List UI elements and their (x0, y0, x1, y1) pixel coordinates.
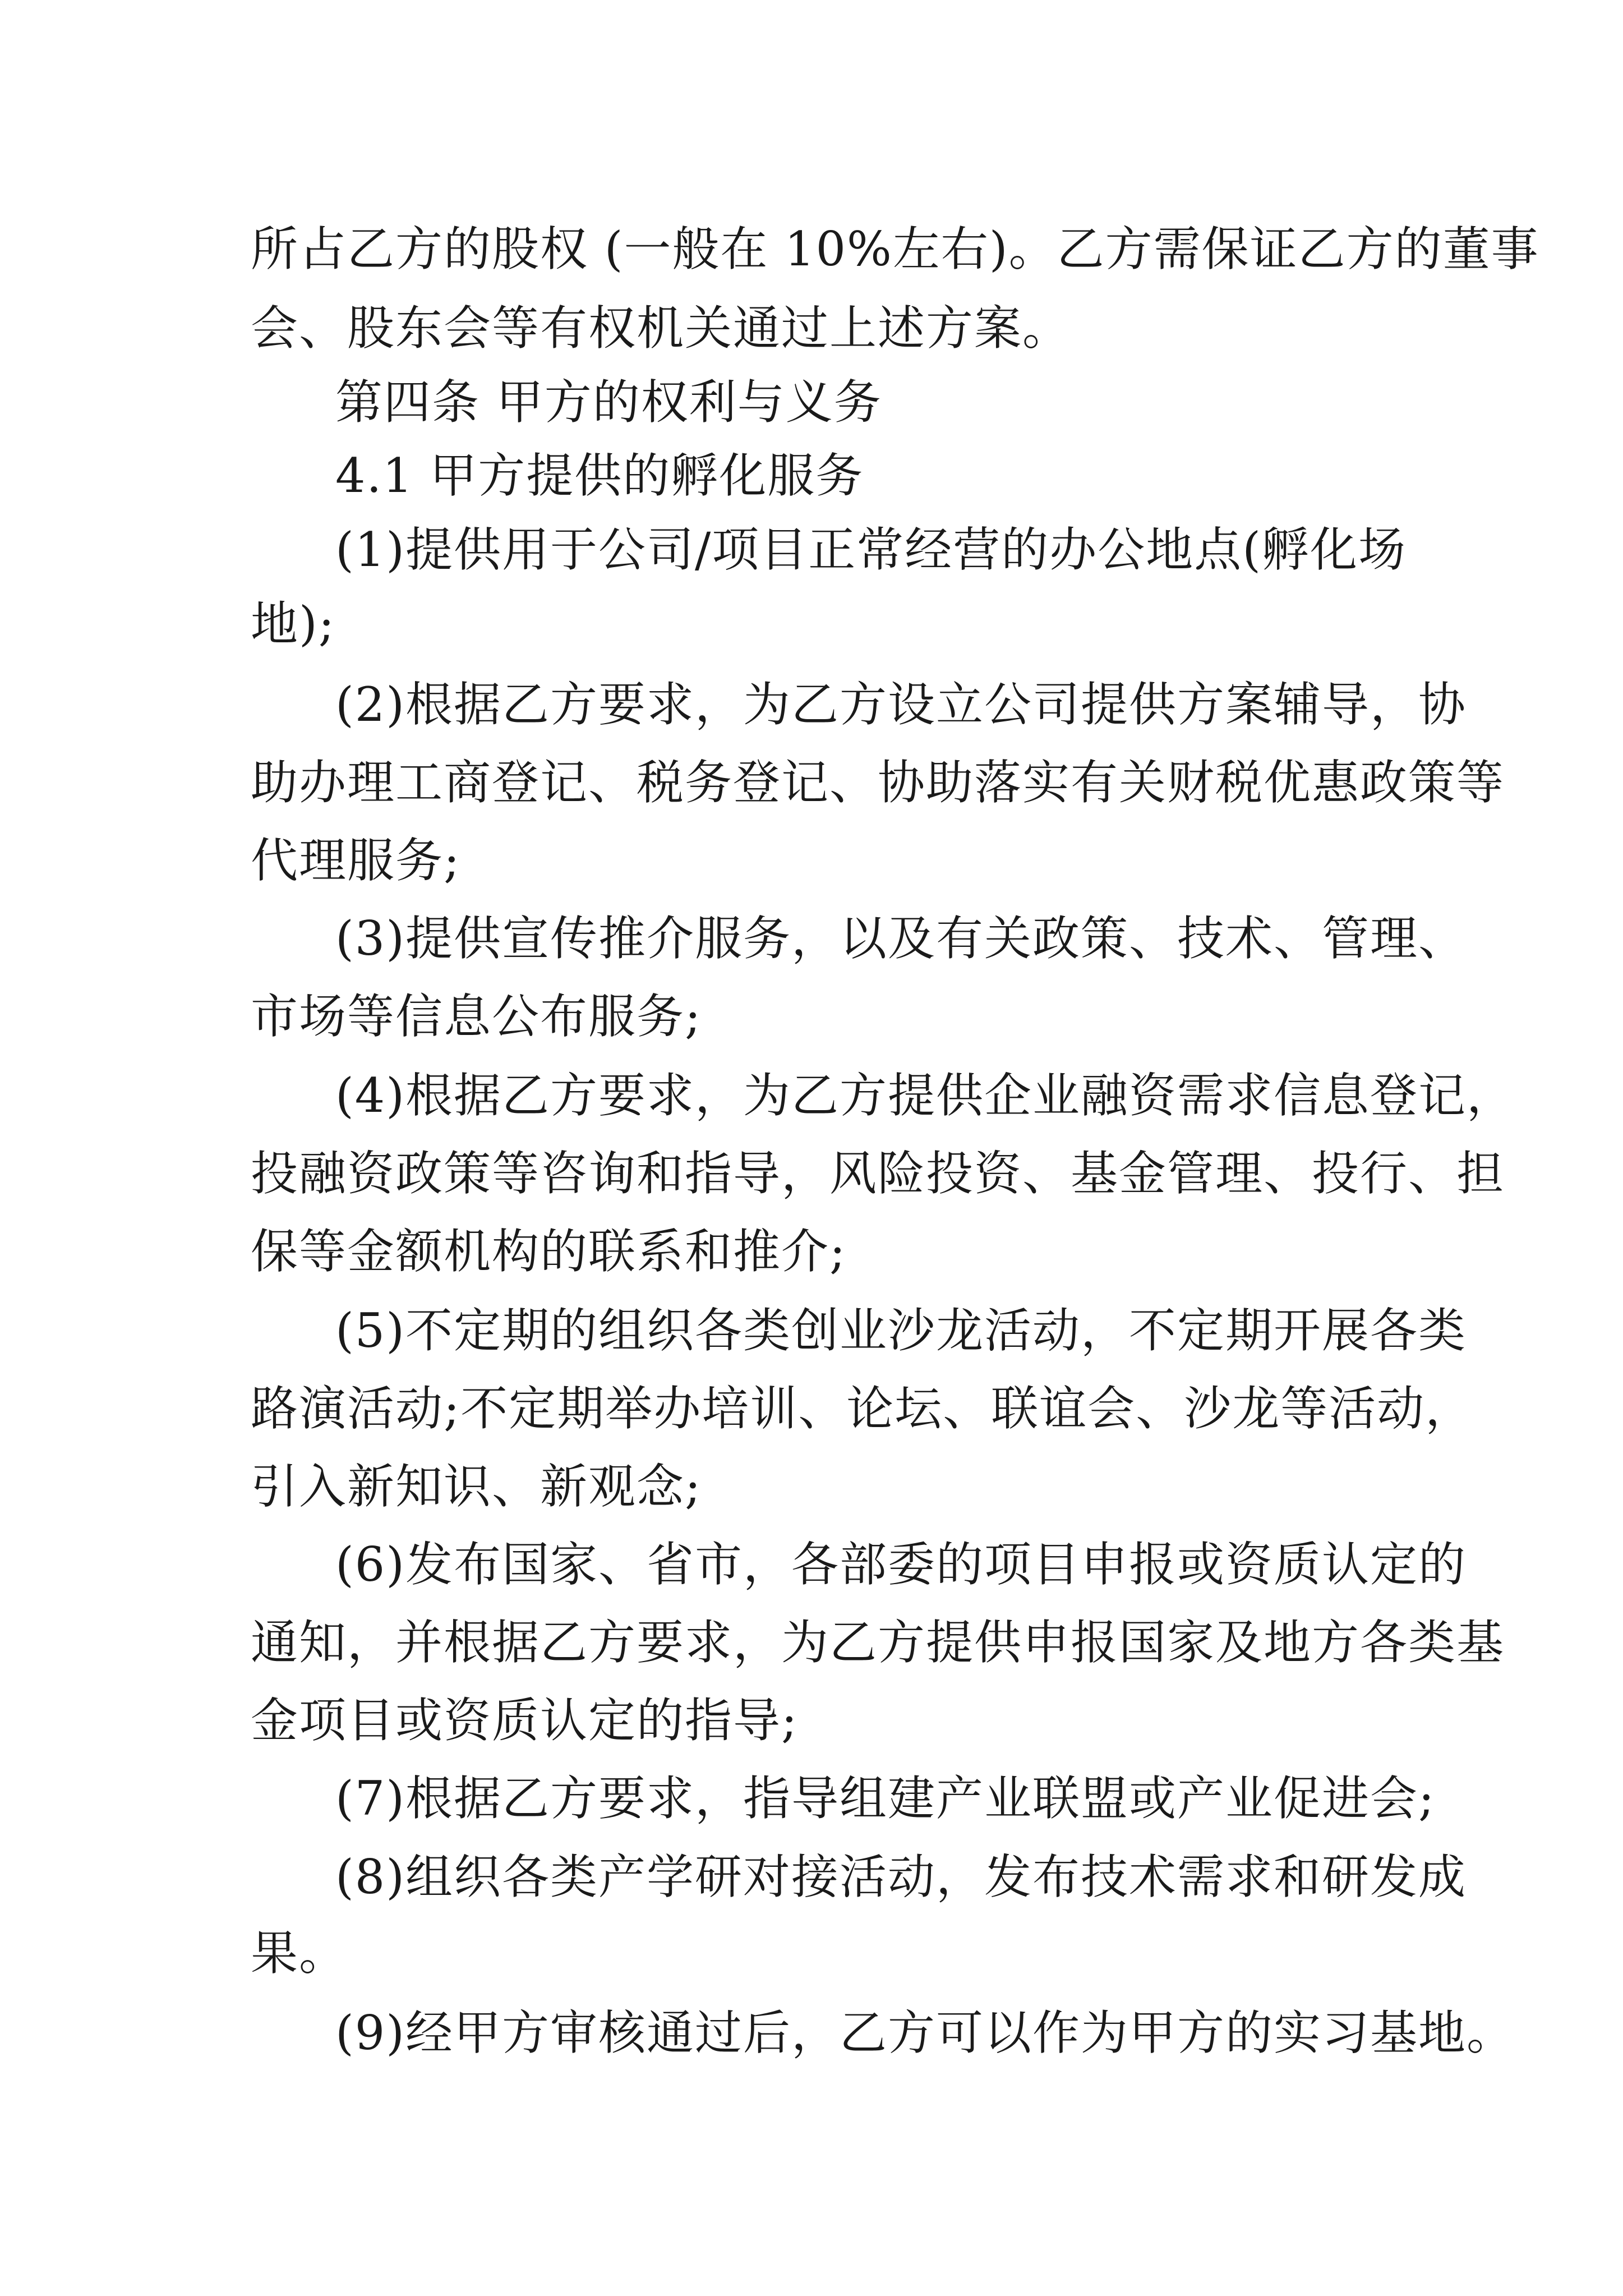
list-item-text: 果。 (251, 1926, 348, 1981)
body-text-line: 所占乙方的股权 (一般在 10%左右)。乙方需保证乙方的董事 (251, 222, 1539, 277)
list-item-text: (7)根据乙方要求，指导组建产业联盟或产业促进会; (335, 1771, 1436, 1826)
list-item-text: 代理服务; (251, 833, 461, 888)
list-item-text: 助办理工商登记、税务登记、协助落实有关财税优惠政策等 (251, 755, 1505, 810)
section-heading: 第四条 甲方的权利与义务 (335, 375, 882, 430)
list-item-text: 市场等信息公布服务; (251, 989, 702, 1044)
subsection-heading: 4.1 甲方提供的孵化服务 (335, 448, 864, 503)
list-item-text: 地); (251, 596, 336, 651)
list-item-text: (3)提供宣传推介服务，以及有关政策、技术、管理、 (335, 911, 1467, 966)
list-item-text: (2)根据乙方要求，为乙方设立公司提供方案辅导，协 (335, 677, 1467, 732)
list-item-text: (5)不定期的组织各类创业沙龙活动，不定期开展各类 (335, 1303, 1467, 1358)
list-item-text: 路演活动;不定期举办培训、论坛、联谊会、沙龙等活动， (251, 1381, 1474, 1436)
list-item-text: (6)发布国家、省市，各部委的项目申报或资质认定的 (335, 1537, 1467, 1592)
list-item-text: 金项目或资质认定的指导; (251, 1693, 799, 1748)
list-item-text: 投融资政策等咨询和指导，风险投资、基金管理、投行、担 (251, 1146, 1505, 1201)
list-item-text: (9)经甲方审核通过后，乙方可以作为甲方的实习基地。 (335, 2005, 1515, 2060)
body-text-line: 会、股东会等有权机关通过上述方案。 (251, 301, 1071, 356)
list-item-text: 引入新知识、新观念; (251, 1459, 702, 1514)
list-item-text: (4)根据乙方要求，为乙方提供企业融资需求信息登记， (335, 1068, 1515, 1123)
list-item-text: 保等金额机构的联系和推介; (251, 1224, 847, 1279)
list-item-text: 通知，并根据乙方要求，为乙方提供申报国家及地方各类基 (251, 1615, 1505, 1670)
list-item-text: (8)组织各类产学研对接活动，发布技术需求和研发成 (335, 1849, 1467, 1904)
list-item-text: (1)提供用于公司/项目正常经营的办公地点(孵化场 (335, 522, 1407, 577)
